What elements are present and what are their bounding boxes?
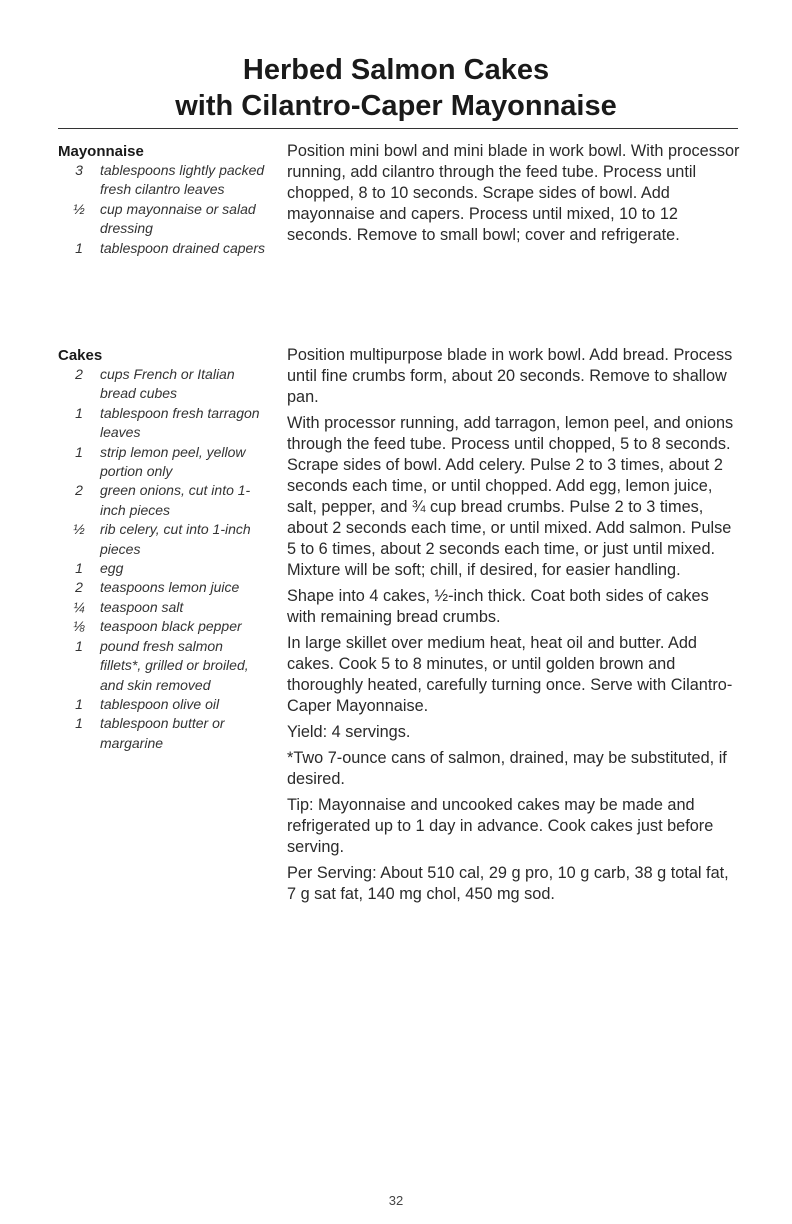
ingredient-qty: 2 xyxy=(75,482,83,499)
title-line-1: Herbed Salmon Cakes xyxy=(242,54,550,86)
ingredient-qty: 2 xyxy=(75,366,83,382)
ingredient-text: green onions, cut into 1-inch pieces xyxy=(100,482,251,518)
ingredient-item xyxy=(58,695,268,714)
ingredient-text: egg xyxy=(100,560,124,577)
ingredient-text: tablespoon fresh tarragon leaves xyxy=(100,404,260,441)
ingredient-text: cup mayonnaise or salad dressing xyxy=(100,200,256,237)
ingredient-item xyxy=(58,598,268,617)
direction-paragraph: Position mini bowl and mini blade in work bowl. With processor running, add cilantro through the feed tube. Process until chopped, 8 to 10 seconds. Scrape sides of bowl. Add mayonnaise and capers. Process until mixed, 10 to 12 seconds. Remove to small bowl; cover and refrigerate. xyxy=(287,142,740,244)
ingredient-text: cups French or Italian bread cubes xyxy=(100,366,235,402)
ingredient-text: pound fresh salmon fillets*, grilled or broiled, and skin removed xyxy=(100,637,249,693)
ingredient-item xyxy=(58,443,268,482)
ingredient-text: tablespoon olive oil xyxy=(100,695,220,712)
direction-paragraph: In large skillet over medium heat, heat oil and butter. Add cakes. Cook 5 to 8 minutes, or until golden brown and thoroughly heated, carefully turning once. Serve with Cilantro-Caper Mayonnaise. xyxy=(287,634,733,715)
ingredient-qty: 1 xyxy=(75,404,83,421)
ingredient-item xyxy=(58,637,268,695)
ingredient-qty: 1 xyxy=(75,637,83,654)
ingredient-qty: 1 xyxy=(75,443,83,460)
ingredient-item xyxy=(58,481,268,520)
ingredient-text: tablespoon butter or margarine xyxy=(100,715,225,751)
cakes-ingredients xyxy=(58,347,268,753)
nutrition-text: Per Serving: About 510 cal, 29 g pro, 10 g carb, 38 g total fat, 7 g sat fat, 140 mg chol, 450 mg sod. xyxy=(287,864,729,903)
ingredient-qty: ½ xyxy=(73,521,85,538)
ingredient-qty: ¼ xyxy=(73,598,85,615)
ingredient-qty: 1 xyxy=(75,560,83,577)
footnote-text: *Two 7-ounce cans of salmon, drained, may be substituted, if desired. xyxy=(287,749,727,788)
ingredient-item xyxy=(58,239,268,258)
page-title xyxy=(0,52,792,124)
ingredient-item xyxy=(58,161,268,200)
ingredient-text: teaspoons lemon juice xyxy=(100,579,240,596)
ingredient-text: teaspoon salt xyxy=(100,598,184,615)
mayonnaise-directions xyxy=(287,141,742,251)
ingredient-qty: 1 xyxy=(75,695,83,712)
ingredient-qty: 1 xyxy=(75,715,83,732)
ingredient-item xyxy=(58,578,268,597)
ingredient-item xyxy=(58,200,268,239)
direction-paragraph: Shape into 4 cakes, ½-inch thick. Coat both sides of cakes with remaining bread crumbs. xyxy=(287,587,709,626)
ingredient-item xyxy=(58,404,268,443)
mayonnaise-ingredients xyxy=(58,143,268,258)
ingredient-qty: 3 xyxy=(75,162,83,178)
ingredient-item xyxy=(58,617,268,636)
title-divider xyxy=(58,128,738,129)
ingredient-qty: 1 xyxy=(75,239,83,256)
title-line-2: with Cilantro-Caper Mayonnaise xyxy=(175,90,617,122)
yield-text: Yield: 4 servings. xyxy=(287,723,411,741)
ingredient-text: rib celery, cut into 1-inch pieces xyxy=(100,521,251,557)
page-number: 32 xyxy=(388,1193,404,1208)
ingredient-item xyxy=(58,559,268,578)
ingredient-item xyxy=(58,714,268,753)
ingredient-qty: ⅛ xyxy=(73,618,85,635)
ingredient-item xyxy=(58,365,268,404)
ingredient-item xyxy=(58,520,268,559)
ingredient-text: tablespoons lightly packed fresh cilantro leaves xyxy=(100,162,265,198)
direction-paragraph: With processor running, add tarragon, lemon peel, and onions through the feed tube. Process until chopped, 5 to 8 seconds. Scrape sides of bowl. Add celery. Pulse 2 to 3 times, about 2 seconds each time, or until chopped. Add egg, lemon juice, salt, pepper, and ¾ cup bread crumbs. Pulse 2 to 3 times, about 2 seconds each time, or until mixed. Add salmon. Pulse 5 to 6 times, about 2 seconds each time, or just until mixed. Mixture will be soft; chill, if desired, for easier handling. xyxy=(287,414,734,579)
cakes-heading: Cakes xyxy=(58,347,103,364)
ingredient-text: teaspoon black pepper xyxy=(100,618,242,635)
cakes-directions xyxy=(287,345,742,910)
mayonnaise-heading: Mayonnaise xyxy=(58,143,144,160)
ingredient-qty: ½ xyxy=(73,200,85,217)
ingredient-qty: 2 xyxy=(75,579,83,596)
direction-paragraph: Position multipurpose blade in work bowl. Add bread. Process until fine crumbs form, about 20 seconds. Remove to shallow pan. xyxy=(287,346,733,406)
ingredient-text: strip lemon peel, yellow portion only xyxy=(100,443,246,480)
tip-text: Tip: Mayonnaise and uncooked cakes may be made and refrigerated up to 1 day in advance. Cook cakes just before serving. xyxy=(287,796,714,856)
ingredient-text: tablespoon drained capers xyxy=(100,239,266,256)
